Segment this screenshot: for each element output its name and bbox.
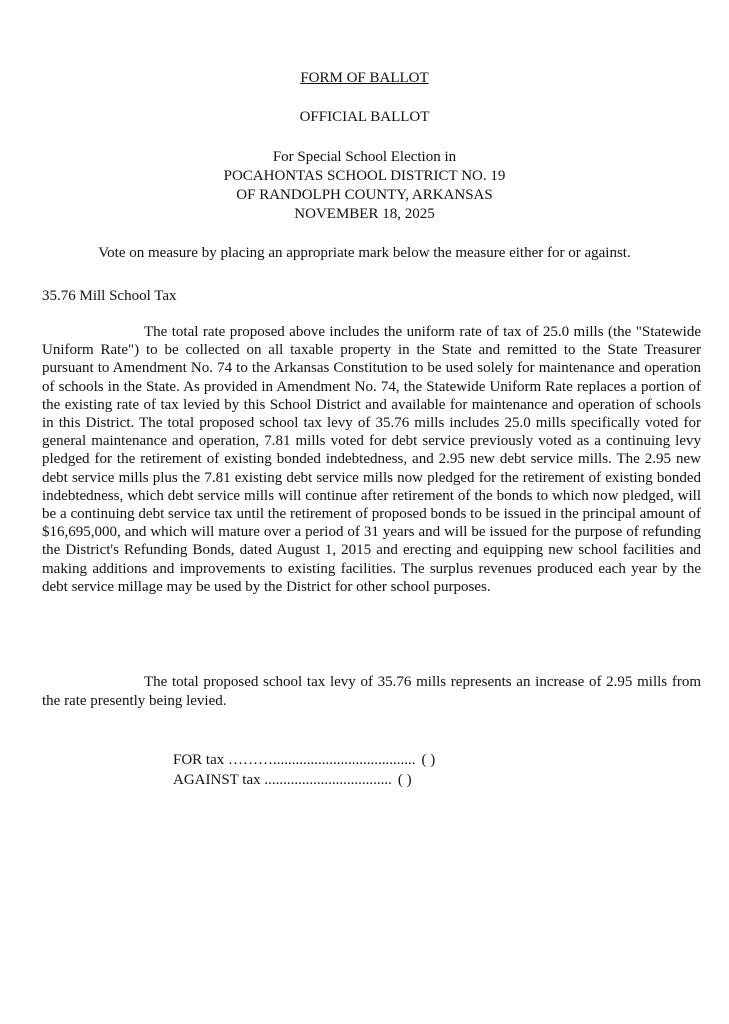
for-tax-label: FOR tax ………......................................: [173, 752, 416, 768]
ballot-choices: [173, 751, 435, 791]
levy-increase-statement: The total proposed school tax levy of 35.76 mills represents an increase of 2.95 mills from the rate presently being levied.: [42, 674, 701, 709]
county-name: OF RANDOLPH COUNTY, ARKANSAS: [236, 187, 493, 203]
measure-description: The total rate proposed above includes the uniform rate of tax of 25.0 mills (the "Statewide Uniform Rate") to be collected on all taxable property in the State and remitted to the State Treasurer pursuant to Amendment No. 74 to the Arkansas Constitution to be used solely for maintenance and operation of schools in the State. As provided in Amendment No. 74, the Statewide Uniform Rate replaces a portion of the existing rate of tax levied by this School District and available for maintenance and operation of schools in this District. The total proposed school tax levy of 35.76 mills includes 25.0 mills specifically voted for general maintenance and operation, 7.81 mills voted for debt service previously voted as a continuing levy pledged for the retirement of existing bonded indebtedness, and 2.95 new debt service mills. The 2.95 new debt service mills plus the 7.81 existing debt service mills now pledged for the retirement of existing bonded indebtedness, which debt service mills will continue after retirement of the bonds to which now pledged, will be a continuing debt service tax until the retirement of proposed bonds to be issued in the principal amount of $16,695,000, and which will mature over a period of 31 years and will be issued for the purpose of refunding the District's Refunding Bonds, dated August 1, 2015 and erecting and equipping new school facilities and making additions and improvements to existing facilities. The surplus revenues produced each year by the debt service millage may be used by the District for other school purposes.: [42, 324, 701, 595]
for-tax-checkbox[interactable]: ( ): [421, 752, 436, 768]
choice-for-tax: [173, 751, 435, 771]
against-tax-label: AGAINST tax ..................................: [173, 772, 392, 788]
against-tax-checkbox[interactable]: ( ): [397, 772, 412, 788]
voting-instruction: Vote on measure by placing an appropriate mark below the measure either for or against.: [98, 245, 631, 261]
district-name: POCAHONTAS SCHOOL DISTRICT NO. 19: [223, 168, 506, 184]
form-title: FORM OF BALLOT: [300, 70, 429, 86]
official-ballot-heading: OFFICIAL BALLOT: [299, 109, 430, 125]
election-line: For Special School Election in: [272, 149, 457, 165]
election-info: [0, 148, 729, 224]
measure-title: 35.76 Mill School Tax: [42, 288, 177, 304]
election-date: NOVEMBER 18, 2025: [294, 206, 435, 222]
choice-against-tax: [173, 771, 435, 791]
